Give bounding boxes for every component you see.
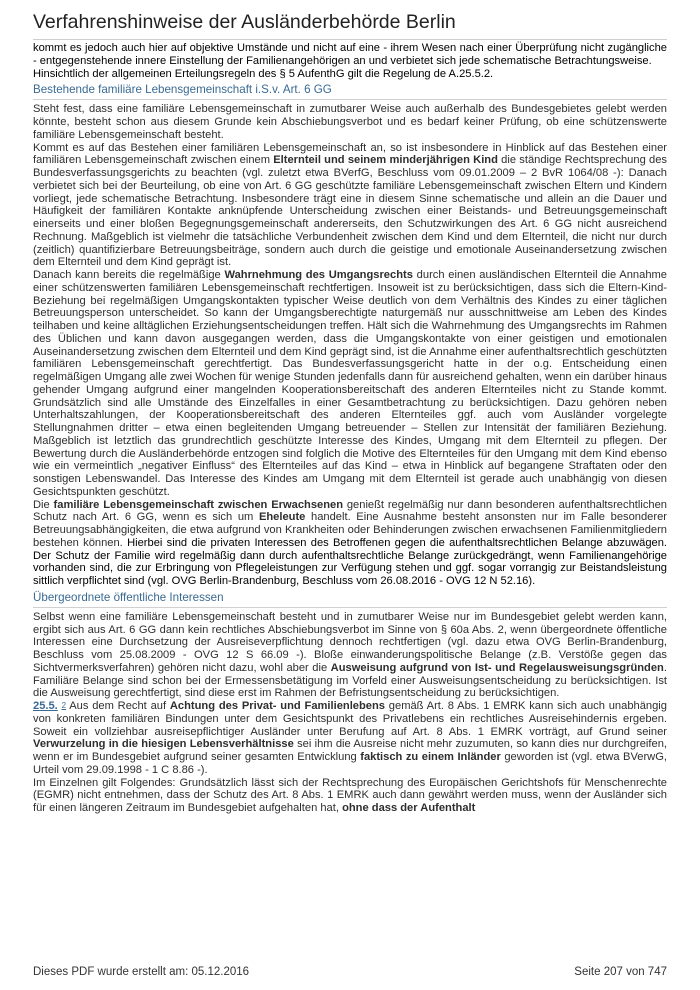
intro-paragraph-2: Hinsichtlich der allgemeinen Erteilungsregeln des § 5 AufenthG gilt die Regelung de A.25.5.2. xyxy=(33,67,494,80)
section-heading-family: Bestehende familiäre Lebensgemeinschaft i.S.v. Art. 6 GG xyxy=(33,83,667,100)
footer-created-date: Dieses PDF wurde erstellt am: 05.12.2016 xyxy=(33,966,250,978)
page-footer xyxy=(33,966,667,978)
text: handelt. Eine Ausnahme besteht ansonsten nur im Falle besonderer Betreuungsabhängigkeiten, die etwa aufgrund von Krankheiten oder Behinderungen zwischen erwachsenen Familienmitgliedern bestehen können. xyxy=(33,511,667,549)
paragraph xyxy=(33,499,667,588)
text: Aus dem Recht auf xyxy=(69,700,167,712)
bold-text: familiäre Lebensgemeinschaft zwischen Erwachsenen xyxy=(53,498,344,511)
section-number-link[interactable]: 25.5. xyxy=(33,700,58,712)
text: Im Einzelnen gilt Folgendes: Grundsätzlich lässt sich der Rechtsprechung des Europäischen Gerichtshofs für Menschenrechte (EGMR) nicht entnehmen, dass der Schutz des Art. 8 Abs. 1 EMRK auch dann gewährt werden muss, wenn der Ausländer sich für einen längeren Zeitraum im Bundesgebiet aufgehalten hat, xyxy=(33,776,667,814)
bold-text: Eheleute xyxy=(258,511,306,524)
bold-text: Wahrnehmung des Umgangsrechts xyxy=(224,269,413,281)
document-body xyxy=(33,42,667,815)
paragraph xyxy=(33,269,667,499)
bold-text: Ausweisung aufgrund von Ist- und Regelausweisungsgründen xyxy=(330,661,664,674)
text: gemäß Art. 8 Abs. 1 EMRK kann sich auch unabhängig von konkreten familiären Bindungen unter dem Gesichtspunkt des Privatlebens ein rechtliches Ausreisehindernis ergeben. Soweit ein vollziehbar ausreisepflichtiger Ausländer unter Berufung auf Art. 8 Abs. 1 EMRK vorträgt, auf Grund seiner xyxy=(33,700,667,738)
paragraph xyxy=(33,142,667,270)
text: Selbst wenn eine familiäre Lebensgemeinschaft besteht und in zumutbarer Weise nur im Bundesgebiet gelebt werden kann, ergibt sich aus Art. 6 GG dann kein rechtliches Abschiebungsverbot im Sinne von § 60a Abs. 2, wenn übergeordnete öffentliche Interessen eine Durchsetzung der Ausreiseverpflichtung dennoch rechtfertigen (vgl. dazu etwa OVG Berlin-Brandenburg, Beschluss vom 25.08.2009 - OVG 12 S 66.09 -). Bloße einwanderungspolitische Belange (z.B. Verstöße gegen das Sichtvermerksverfahren) gehören nicht dazu, wohl aber die xyxy=(33,610,667,674)
amended-text: Hierbei sind die privaten Interessen des Betroffenen gegen die aufenthaltsrechtlichen Belange abzuwägen. Der Schutz der Familie wird regelmäßig dann durch aufenthaltsrechtliche Belange zurückgedrängt, wenn Familienangehörige vorhanden sind, die zur Erbringung von Pflegeleistungen zur Verfügung stehen und ggf. sogar vorrangig zur Beistandsleistung sittlich verpflichtet sind (vgl. OVG Berlin-Brandenburg, Beschluss vom 26.08.2016 - OVG 12 N 52.16). xyxy=(33,536,667,587)
bold-text: ohne dass der Aufenthalt xyxy=(342,802,476,814)
bold-text: faktisch zu einem Inländer xyxy=(360,751,501,763)
text: durch einen ausländischen Elternteil die Annahme einer schützenswerten familiären Lebensgemeinschaft rechtfertigen. Insoweit ist zu berücksichtigen, dass sich die Eltern-Kind-Beziehung bei regelmäßigen Umgangskontakten typischer Weise deutlich von dem Verhältnis des Kindes zu einer täglichen Betreuungsperson unterscheidet. So kann der Umgangsberechtigte naturgemäß nur ausschnittweise am Leben des Kindes teilhaben und keine alltäglichen Erziehungsentscheidungen treffen. Hält sich die Wahrnehmung des Umgangsrechts im Rahmen des Üblichen und kann davon ausgegangen werden, dass die Umgangskontakte von einer geistigen und emotionalen Auseinandersetzung zwischen dem Elternteil und dem Kind geprägt sind, ist die Annahme einer aufenthaltsrechtlich geschützten familiären Lebensgemeinschaft gerechtfertigt. Das Bundesverfassungsgericht hatte in der o.g. Entscheidung einen regelmäßigen Umgang alle zwei Wochen für wenige Stunden jedenfalls dann für ausreichend gehalten, wenn ein darüber hinaus gehender Umgang aufgrund einer mangelnden Kooperationsbereitschaft des anderen Elternteiles nicht zu Stande kommt. Grundsätzlich sind alle Umstände des Einzelfalles in einer Gesamtbetrachtung zu berücksichtigen. Dazu gehören neben Unterhaltszahlungen, der Kooperationsbereitschaft des anderen Elternteiles ggf. auch vom Ausländer vorgelegte Stellungnahmen dritter – etwa einen begleitenden Umgang betreuender – Stellen zur Intensität der familiären Beziehung. Maßgeblich ist letztlich das grundrechtlich geschützte Interesse des Kindes, Umgang mit dem Elternteil zu pflegen. Der Bewertung durch die Ausländerbehörde entzogen sind folglich die Motive des Elternteiles für den Umgang mit dem Kind ebenso wie ein vermeintlich „negativer Einfluss“ des Elternteiles auf das Kind – etwa in Hinblick auf begangene Straftaten oder den sonstigen Lebenswandel. Das Interesse des Kindes am Umgang mit dem Elternteil ist gerade auch unabhängig von diesen Gesichtspunkten geschützt. xyxy=(33,269,667,498)
text: Kommt es auf das Bestehen einer familiären Lebensgemeinschaft an, so ist insbesondere in Hinblick auf das Bestehen einer familiären Lebensgemeinschaft zwischen einem xyxy=(33,141,667,167)
paragraph-25-5-2 xyxy=(33,700,667,777)
paragraph: Steht fest, dass eine familiäre Lebensgemeinschaft in zumutbarer Weise auch außerhalb des Bundesgebietes gelebt werden könnte, besteht schon aus diesem Grunde kein Abschiebungsverbot und es bedarf keiner Prüfung, ob eine schützenswerte familiäre Lebensgemeinschaft besteht. xyxy=(33,103,667,141)
bold-text: Verwurzelung in die hiesigen Lebensverhältnisse xyxy=(33,738,294,751)
subsection-link[interactable]: 2 xyxy=(61,701,67,710)
text: die ständige Rechtsprechung des Bundesverfassungsgerichts zu beachten (vgl. zuletzt etwa BVerfG, Beschluss vom 09.01.2009 – 2 BvR 1064/08 -): Danach verbietet sich bei der Beurteilung, ob eine von Art. 6 GG geschützte familiäre Lebensgemeinschaft zwischen Eltern und Kindern vorliegt, jede schematische Betrachtung. Insbesondere trägt eine in diesem Sinne schematische und allein an die Dauer und Häufigkeit der familiären Kontakte anknüpfende Unterscheidung zwischen einer Beistands- und Betreuungsgemeinschaft einerseits und einer bloßen Begegnungsgemeinschaft andererseits, den Schutzwirkungen des Art. 6 GG nicht ausreichend Rechnung. Maßgeblich ist vielmehr die tatsächliche Verbundenheit zwischen dem Kind und dem Elternteil, die nicht nur durch (zeitlich) quantifizierbare Betreuungsbeiträge, sondern auch durch die geistige und emotionale Auseinandersetzung zwischen dem Elternteil und dem Kind geprägt ist. xyxy=(33,154,667,269)
section-heading-public-interest: Übergeordnete öffentliche Interessen xyxy=(33,591,667,608)
footer-page-number: Seite 207 von 747 xyxy=(574,966,667,978)
paragraph xyxy=(33,611,667,700)
page-title: Verfahrenshinweise der Ausländerbehörde Berlin xyxy=(33,10,667,40)
bold-text: Achtung des Privat- und Familienlebens xyxy=(169,700,385,712)
text: Danach kann bereits die regelmäßige xyxy=(33,269,221,281)
bold-text: Elternteil und seinem minderjährigen Kind xyxy=(273,154,498,167)
paragraph xyxy=(33,777,667,815)
text: geworden ist (vgl. etwa BVerwG, Urteil vom 29.09.1998 - 1 C 8.86 -). xyxy=(33,751,667,776)
text: genießt regelmäßig nur dann besonderen aufenthaltsrechtlichen Schutz nach Art. 6 GG, wenn es sich um xyxy=(33,498,667,524)
intro-paragraph: kommt es jedoch auch hier auf objektive Umstände und nicht auf eine - ihrem Wesen nach einer Überprüfung nicht zugängliche - entgegenstehende innere Einstellung der Familienangehörigen an und verbietet sich jede schematische Betrachtungsweise. xyxy=(33,42,667,67)
text: sei ihm die Ausreise nicht mehr zuzumuten, so kann dies nur durchgreifen, wenn er im Bundesgebiet aufgrund seiner gesamten Entwicklung xyxy=(33,738,667,763)
text: Die xyxy=(33,498,50,511)
text: . Familiäre Belange sind schon bei der Ermessensbetätigung im Vorfeld einer Ausweisungsentscheidung zu berücksichtigen. Ist die Ausweisung gerechtfertigt, sind diese erst im Rahmen der Befristungsentscheidung zu berücksichtigen. xyxy=(33,661,667,700)
